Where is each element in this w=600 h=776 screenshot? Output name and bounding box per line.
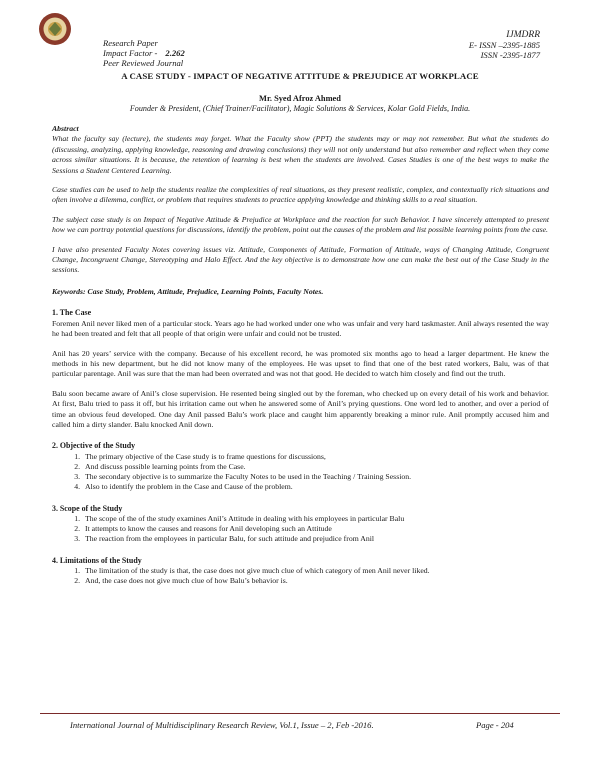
list-item: 2. And discuss possible learning points from the Case.	[82, 462, 549, 472]
section-heading-objective: 2. Objective of the Study	[52, 441, 136, 451]
abstract-paragraph: What the faculty say (lecture), the students may forget. What the Faculty show (PPT) the students may or may not remember. But what the students do (discussing, analyzing, applying knowledge, reasoning and drawing conclusions) they will not only understand but also remember and reflect when they come across similar situations. It is because, the retention of learning is best when the students are involved. Cases Studies is one of the best ways to make the Sessions a Student Centered Learning.	[52, 134, 549, 175]
case-paragraph: Anil has 20 years’ service with the company. Because of his excellent record, he was promoted six months ago to head a larger department. He knew the methods in his new department, but he did not know many of the employees. He was upset to find that one of the best rated workers, Balu, was of that particular parentage. Anil was sure that the man had been overrated and was not that good. He decided to watch him closely and find out the truth.	[52, 348, 549, 379]
footer-rule	[40, 713, 560, 714]
header-right	[469, 30, 540, 60]
scope-list	[52, 514, 549, 545]
journal-abbrev: IJMDRR	[506, 30, 540, 40]
list-item: 3. The reaction from the employees in particular Balu, for such attitude and prejudice from Anil	[82, 534, 549, 544]
keywords: Keywords: Case Study, Problem, Attitude, Prejudice, Learning Points, Faculty Notes.	[52, 286, 324, 296]
journal-logo	[38, 12, 72, 46]
list-item: 2. It attempts to know the causes and reasons for Anil developing such an Attitude	[82, 524, 549, 534]
section-heading-case: 1. The Case	[52, 308, 92, 318]
case-paragraph: Foremen Anil never liked men of a particular stock. Years ago he had worked under one who was unfair and very hard taskmaster. Anil always resented the way he had been treated and felt that all people of that origin were unfair and could not be trusted.	[52, 318, 549, 339]
impact-factor-line	[103, 48, 185, 58]
section-heading-scope: 3. Scope of the Study	[52, 503, 123, 513]
e-issn: E- ISSN –2395-1885	[468, 40, 540, 50]
abstract-paragraph: The subject case study is on Impact of Negative Attitude & Prejudice at Workplace and the reaction for such Behavior. I have sincerely attempted to present how we can portray potential questions for discussions, identify the problem, point out the causes of the problem and list possible learning points from the case.	[52, 214, 549, 235]
list-item: 4. Also to identify the problem in the Case and Cause of the problem.	[82, 482, 549, 492]
list-item: 1. The scope of the of the study examines Anil’s Attitude in dealing with his employees in particular Balu	[82, 514, 549, 524]
footer-journal: International Journal of Multidisciplinary Research Review, Vol.1, Issue – 2, Feb -2016.	[70, 720, 374, 730]
author-affiliation: Founder & President, (Chief Trainer/Facilitator), Magic Solutions & Services, Kolar Gold Fields, India.	[129, 104, 471, 113]
research-paper-label: Research Paper	[103, 38, 158, 48]
list-item: 1. The limitation of the study is that, the case does not give much clue of which category of men Anil never liked.	[82, 566, 549, 576]
limitations-list	[52, 566, 549, 586]
issn: ISSN -2395-1877	[480, 50, 540, 60]
paper-title: A CASE STUDY - IMPACT OF NEGATIVE ATTITUDE & PREJUDICE AT WORKPLACE	[121, 71, 479, 81]
header-left	[103, 38, 185, 68]
list-item: 1. The primary objective of the Case study is to frame questions for discussions,	[82, 452, 549, 462]
list-item: 2. And, the case does not give much clue of how Balu’s behavior is.	[82, 576, 549, 586]
list-item: 3. The secondary objective is to summarize the Faculty Notes to be used in the Teaching / Training Session.	[82, 472, 549, 482]
impact-factor-value: 2.262	[165, 48, 185, 58]
page-number: Page - 204	[476, 720, 514, 730]
case-paragraph: Balu soon became aware of Anil’s close supervision. He resented being singled out by the foreman, who checked up on every detail of his work and behavior. At first, Balu tried to pass it off, but his irritation came out when he answered some of Anil’s prying questions. One word led to another, and over a period of time an obvious feud developed. One day Anil passed Balu’s work place and caught him apparently breaking a minor rule. Anil promptly accused him and called him a dirty slander. Balu knocked Anil down.	[52, 388, 549, 429]
paper-body	[52, 124, 549, 586]
peer-reviewed-label: Peer Reviewed Journal	[103, 58, 184, 68]
author-name: Mr. Syed Afroz Ahmed	[259, 94, 341, 103]
section-heading-limitations: 4. Limitations of the Study	[52, 555, 142, 565]
abstract-heading: Abstract	[52, 124, 79, 133]
impact-factor-label: Impact Factor -	[103, 48, 158, 58]
objective-list	[52, 452, 549, 493]
abstract-paragraph: I have also presented Faculty Notes covering issues viz. Attitude, Components of Attitude, Formation of Attitude, ways of Changing Attitude, Congruent Change, Incongruent Change, Stereotyping and Halo Effect. And the key objective is to demonstrate how one can make the best out of the Case Study in the sessions.	[52, 244, 549, 275]
abstract-paragraph: Case studies can be used to help the students realize the complexities of real situations, as they present realistic, complex, and contextually rich situations and often involve a dilemma, conflict, or problem that requires students to practice applying knowledge and thinking skills to a real situation.	[52, 185, 549, 205]
